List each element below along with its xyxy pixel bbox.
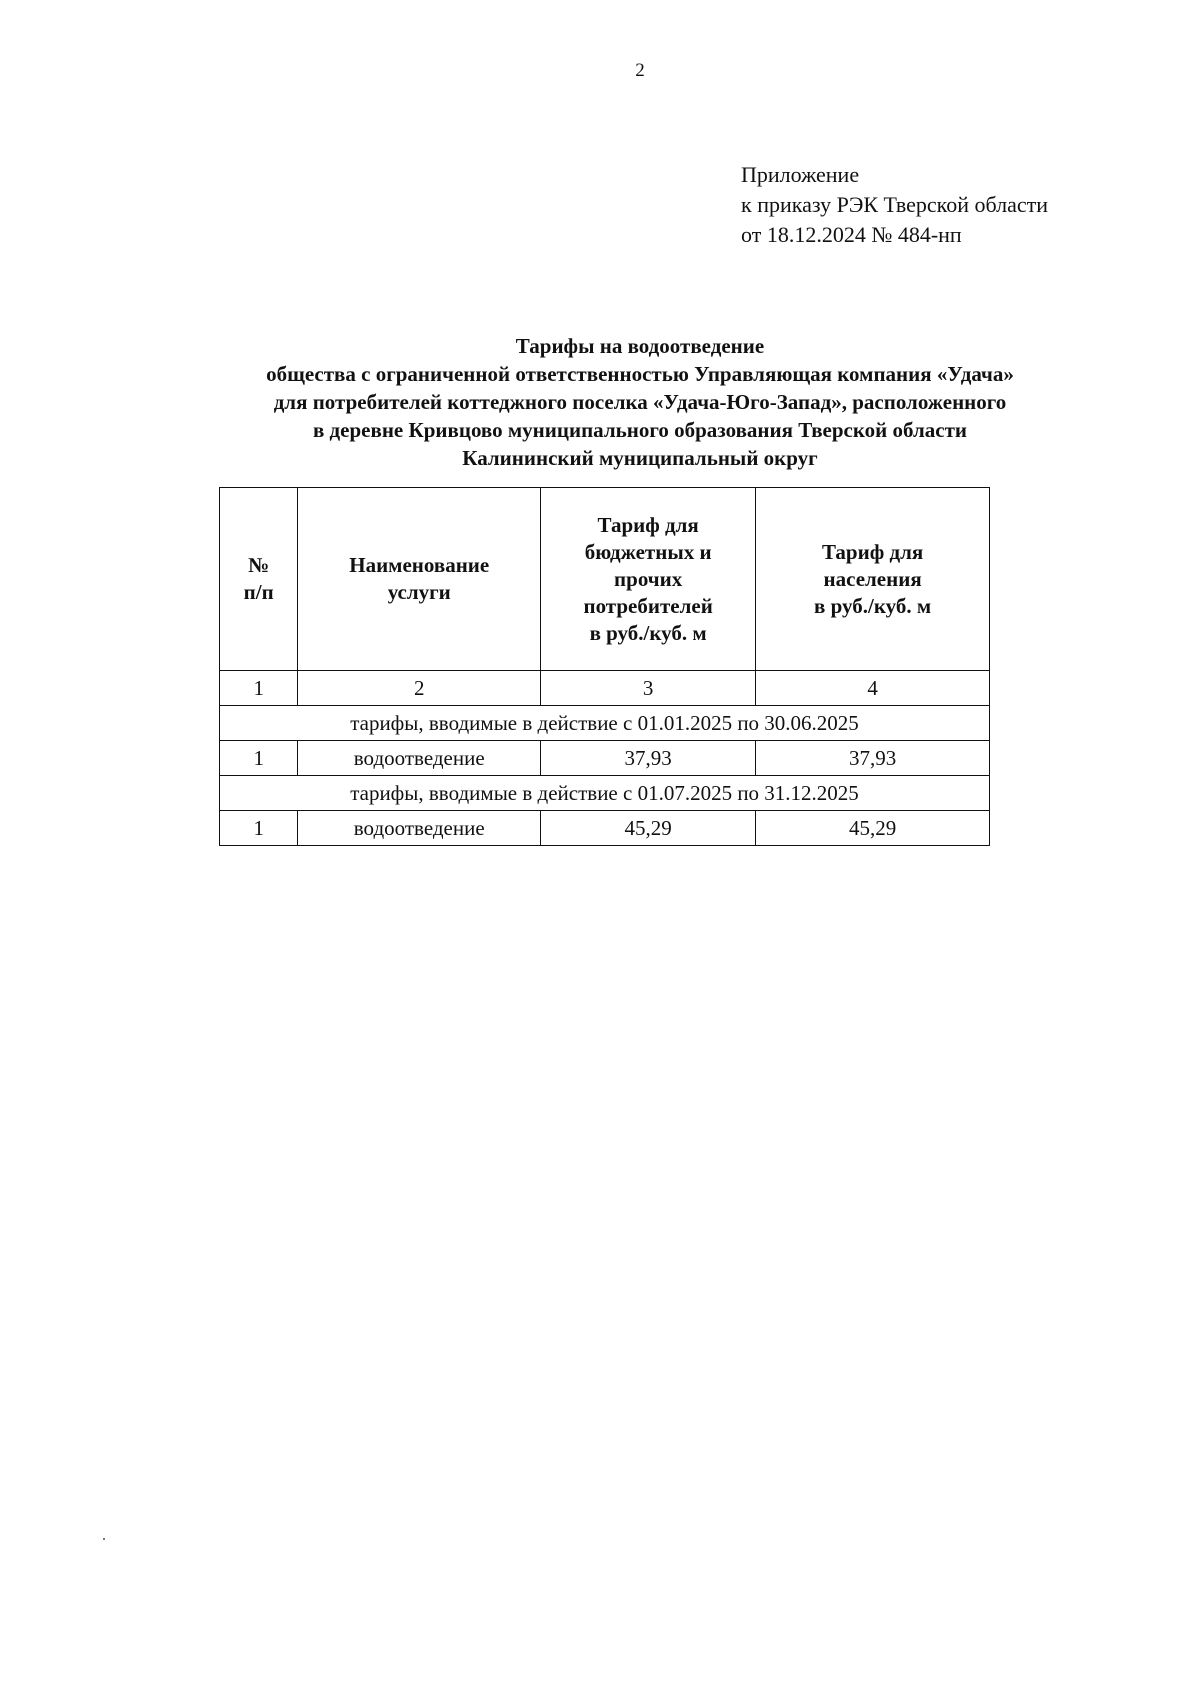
header-budget-tariff: Тариф для бюджетных и прочих потребителей в руб./куб. м bbox=[541, 488, 756, 671]
scan-dot bbox=[103, 1538, 105, 1540]
column-number: 3 bbox=[541, 671, 756, 706]
service-name: водоотведение bbox=[298, 811, 541, 846]
document-title bbox=[160, 332, 1120, 472]
column-number: 4 bbox=[756, 671, 990, 706]
period-row bbox=[220, 776, 990, 811]
appendix-line: Приложение bbox=[741, 162, 860, 187]
tariff-table bbox=[219, 487, 990, 846]
row-number: 1 bbox=[220, 741, 298, 776]
header-service-name: Наименование услуги bbox=[298, 488, 541, 671]
population-tariff: 45,29 bbox=[756, 811, 990, 846]
appendix-block bbox=[741, 160, 1048, 250]
appendix-line: к приказу РЭК Тверской области bbox=[741, 192, 1049, 217]
period-label: тарифы, вводимые в действие с 01.07.2025 по 31.12.2025 bbox=[220, 776, 990, 811]
period-row bbox=[220, 706, 990, 741]
column-number-row bbox=[220, 671, 990, 706]
title-line: в деревне Кривцово муниципального образования Тверской области bbox=[312, 418, 968, 442]
service-name: водоотведение bbox=[298, 741, 541, 776]
budget-tariff: 37,93 bbox=[541, 741, 756, 776]
page-number: 2 bbox=[635, 60, 645, 81]
table-header-row bbox=[220, 488, 990, 671]
column-number: 2 bbox=[298, 671, 541, 706]
table-row bbox=[220, 741, 990, 776]
title-line: общества с ограниченной ответственностью Управляющая компания «Удача» bbox=[266, 362, 1014, 386]
budget-tariff: 45,29 bbox=[541, 811, 756, 846]
title-line: Тарифы на водоотведение bbox=[515, 334, 765, 358]
title-line: Калининский муниципальный округ bbox=[462, 446, 818, 470]
column-number: 1 bbox=[220, 671, 298, 706]
population-tariff: 37,93 bbox=[756, 741, 990, 776]
header-number: № п/п bbox=[220, 488, 298, 671]
table-row bbox=[220, 811, 990, 846]
appendix-line: от 18.12.2024 № 484-нп bbox=[741, 222, 962, 247]
row-number: 1 bbox=[220, 811, 298, 846]
title-line: для потребителей коттеджного поселка «Удача-Юго-Запад», расположенного bbox=[273, 390, 1007, 414]
period-label: тарифы, вводимые в действие с 01.01.2025 по 30.06.2025 bbox=[220, 706, 990, 741]
header-population-tariff: Тариф для населения в руб./куб. м bbox=[756, 488, 990, 671]
